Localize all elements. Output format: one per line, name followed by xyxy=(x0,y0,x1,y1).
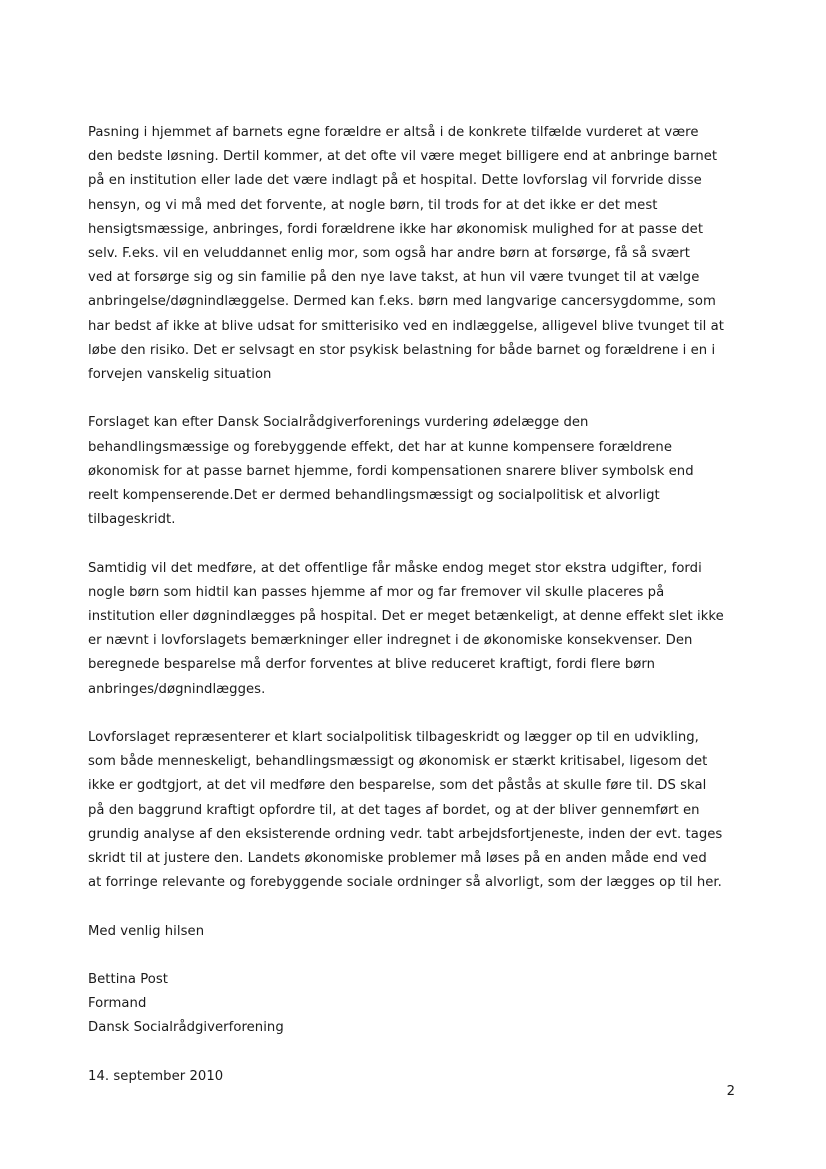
text-line: økonomisk for at passe barnet hjemme, fordi kompensationen snarere bliver symbolsk end xyxy=(88,463,694,479)
text-line: Samtidig vil det medføre, at det offentlige får måske endog meget stor ekstra udgifter, fordi xyxy=(88,560,702,576)
text-line: Bettina Post xyxy=(88,972,168,988)
page-number: 2 xyxy=(726,1084,735,1099)
text-line: reelt kompenserende.Det er dermed behandlingsmæssigt og socialpolitisk et alvorligt xyxy=(88,488,660,504)
text-line: at forringe relevante og forebyggende sociale ordninger så alvorligt, som der lægges op til her. xyxy=(88,875,722,891)
text-line: institution eller døgnindlægges på hospital. Det er meget betænkeligt, at denne effekt slet ikke xyxy=(88,609,724,625)
text-line: er nævnt i lovforslagets bemærkninger eller indregnet i de økonomiske konsekvenser. Den xyxy=(88,633,693,649)
text-line: anbringes/døgnindlægges. xyxy=(88,681,266,697)
text-line: på den baggrund kraftigt opfordre til, at det tages af bordet, og at der bliver gennemført en xyxy=(88,802,700,818)
text-line: som både menneskeligt, behandlingsmæssigt og økonomisk er stærkt kritisabel, ligesom det xyxy=(88,754,708,770)
text-line: ikke er godtgjort, at det vil medføre den besparelse, som det påstås at skulle føre til. DS skal xyxy=(88,778,707,794)
text-line: forvejen vanskelig situation xyxy=(88,367,272,383)
text-line: Formand xyxy=(88,996,147,1012)
text-line: på en institution eller lade det være indlagt på et hospital. Dette lovforslag vil forvride disse xyxy=(88,173,702,189)
text-line: løbe den risiko. Det er selvsagt en stor psykisk belastning for både barnet og forældrene i en i xyxy=(88,342,716,358)
paragraph xyxy=(88,411,740,532)
text-line: Pasning i hjemmet af barnets egne forældre er altså i de konkrete tilfælde vurderet at være xyxy=(88,125,699,140)
text-line: grundig analyse af den eksisterende ordning vedr. tabt arbejdsfortjeneste, inden der evt. tages xyxy=(88,826,723,842)
paragraph xyxy=(88,968,740,1041)
text-line: den bedste løsning. Dertil kommer, at det ofte vil være meget billigere end at anbringe barnet xyxy=(88,149,718,165)
paragraph xyxy=(88,920,740,944)
text-line: 14. september 2010 xyxy=(88,1068,224,1084)
paragraph xyxy=(88,557,740,702)
text-line: Lovforslaget repræsenterer et klart socialpolitisk tilbageskridt og lægger op til en udvikling, xyxy=(88,730,699,746)
paragraph xyxy=(88,726,740,895)
paragraph xyxy=(88,1065,740,1089)
text-line: Med venlig hilsen xyxy=(88,923,205,939)
text-line: hensigtsmæssige, anbringes, fordi forældrene ikke har økonomisk mulighed for at passe det xyxy=(88,221,704,237)
text-line: Dansk Socialrådgiverforening xyxy=(88,1020,284,1036)
text-line: behandlingsmæssige og forebyggende effekt, det har at kunne kompensere forældrene xyxy=(88,439,672,455)
document-body xyxy=(88,121,740,1113)
text-line: anbringelse/døgnindlæggelse. Dermed kan f.eks. børn med langvarige cancersygdomme, som xyxy=(88,294,716,310)
paragraph xyxy=(88,121,740,387)
text-line: hensyn, og vi må med det forvente, at nogle børn, til trods for at det ikke er det mest xyxy=(88,197,658,213)
text-line: tilbageskridt. xyxy=(88,512,176,528)
text-line: ved at forsørge sig og sin familie på den nye lave takst, at hun vil være tvunget til at vælge xyxy=(88,270,700,286)
text-line: har bedst af ikke at blive udsat for smitterisiko ved en indlæggelse, alligevel blive tvunget til at xyxy=(88,318,724,334)
text-line: Forslaget kan efter Dansk Socialrådgiverforenings vurdering ødelægge den xyxy=(88,415,589,431)
text-line: nogle børn som hidtil kan passes hjemme af mor og far fremover vil skulle placeres på xyxy=(88,584,665,600)
text-line: beregnede besparelse må derfor forventes at blive reduceret kraftigt, fordi flere børn xyxy=(88,657,656,673)
text-line: selv. F.eks. vil en veluddannet enlig mor, som også har andre børn at forsørge, få så svært xyxy=(88,246,690,262)
text-line: skridt til at justere den. Landets økonomiske problemer må løses på en anden måde end ved xyxy=(88,851,707,867)
